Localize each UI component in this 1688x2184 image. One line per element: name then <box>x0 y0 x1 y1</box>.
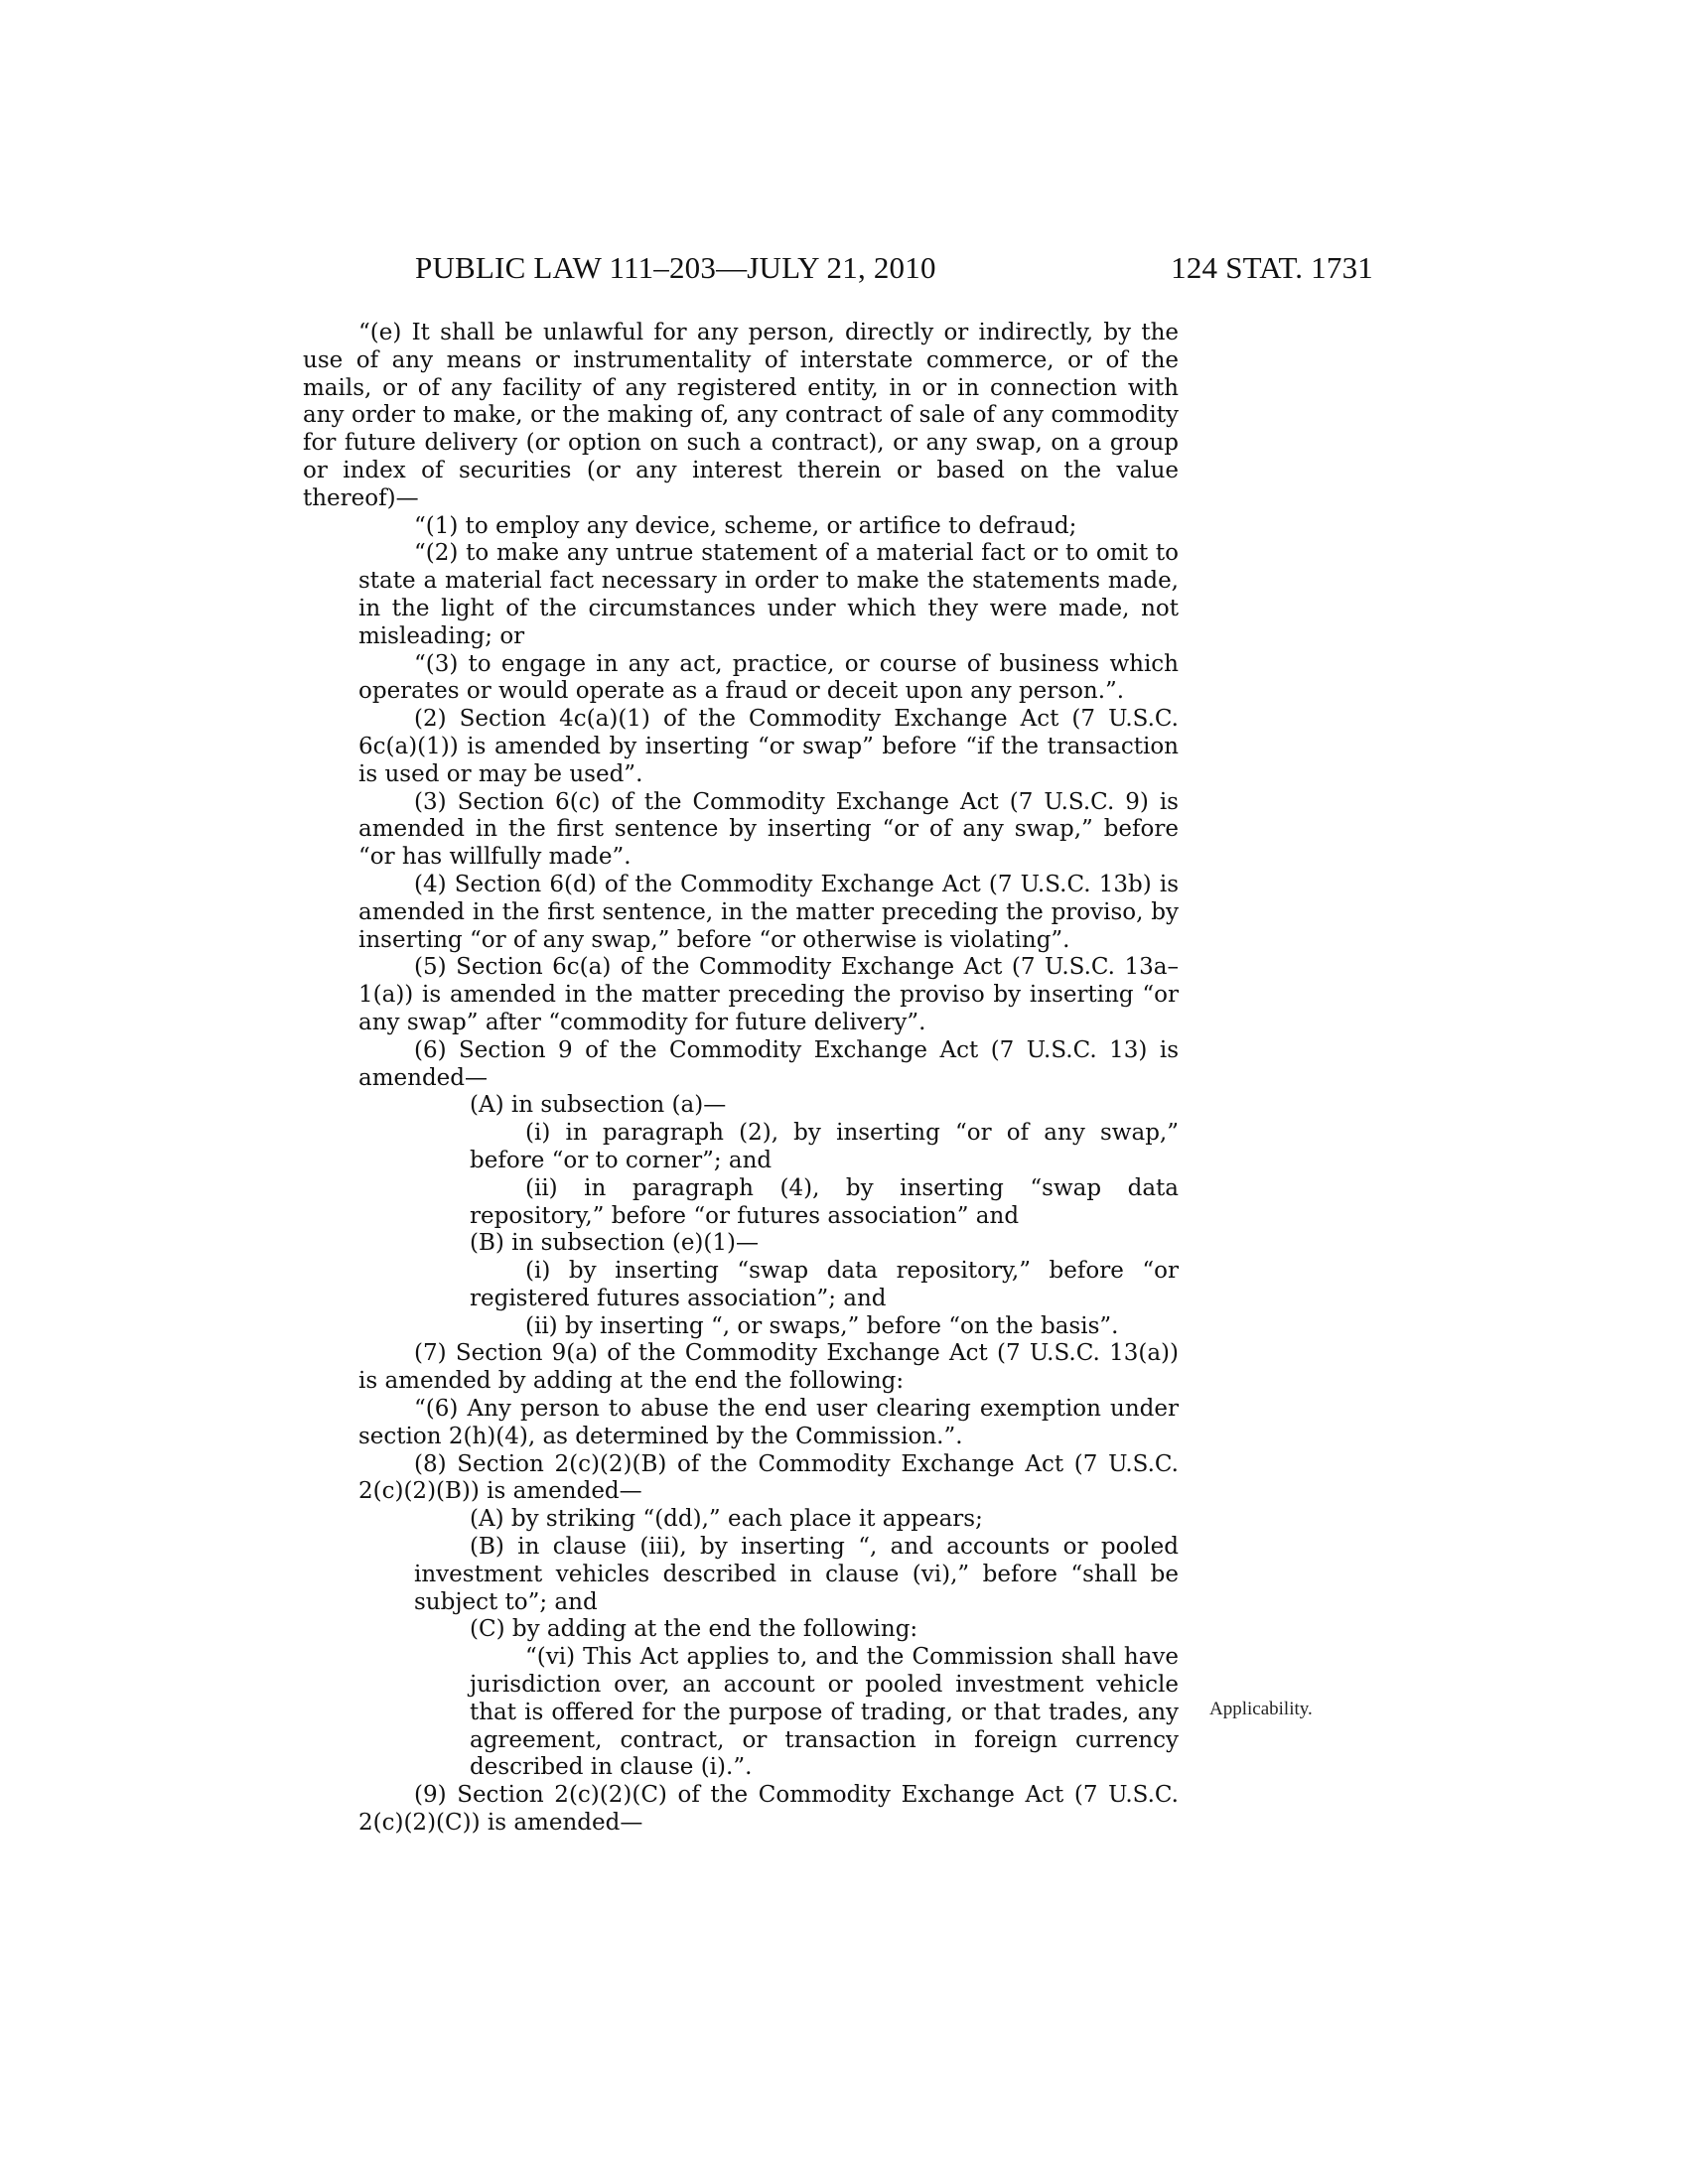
paragraph-e-3: “(3) to engage in any act, practice, or course of business which operates or would operate as a fraud or deceit upon any person.”. <box>358 650 1179 705</box>
paragraph-6-B-ii: (ii) by inserting “, or swaps,” before “on the basis”. <box>525 1312 1119 1339</box>
paragraph-e-1: “(1) to employ any device, scheme, or artifice to defraud; <box>414 512 1077 539</box>
header-public-law: PUBLIC LAW 111–203—JULY 21, 2010 <box>415 250 936 285</box>
statute-body <box>303 320 1179 1838</box>
paragraph-8-A: (A) by striking “(dd),” each place it appears; <box>470 1506 983 1533</box>
header-stat-page: 124 STAT. 1731 <box>1171 250 1373 285</box>
paragraph-7-6: “(6) Any person to abuse the end user clearing exemption under section 2(h)(4), as determined by the Commission.”. <box>358 1396 1179 1449</box>
paragraph-8-C-vi: “(vi) This Act applies to, and the Commission shall have jurisdiction over, an account or pooled investment vehicle that is offered for the purpose of trading, or that trades, any agreement, contract, or transaction in foreign currency described in clause (i).”. <box>470 1644 1179 1781</box>
paragraph-6: (6) Section 9 of the Commodity Exchange Act (7 U.S.C. 13) is amended— <box>358 1036 1179 1091</box>
margin-note: Applicability. <box>1209 1699 1313 1719</box>
paragraph-9: (9) Section 2(c)(2)(C) of the Commodity Exchange Act (7 U.S.C. 2(c)(2)(C)) is amended— <box>358 1782 1179 1837</box>
running-header <box>415 250 1373 290</box>
paragraph-6-A: (A) in subsection (a)— <box>470 1092 727 1119</box>
paragraph-3: (3) Section 6(c) of the Commodity Exchange Act (7 U.S.C. 9) is amended in the first sentence by inserting “or of any swap,” before “or has willfully made”. <box>358 788 1179 871</box>
paragraph-6-B: (B) in subsection (e)(1)— <box>470 1230 759 1257</box>
paragraph-e-2: “(2) to make any untrue statement of a material fact or to omit to state a material fact necessary in order to make the statements made, in the light of the circumstances under which they were made, not misleading; or <box>358 540 1179 649</box>
paragraph-4: (4) Section 6(d) of the Commodity Exchange Act (7 U.S.C. 13b) is amended in the first sentence, in the matter preceding the proviso, by inserting “or of any swap,” before “or otherwise is violating”. <box>358 871 1179 953</box>
paragraph-7: (7) Section 9(a) of the Commodity Exchange Act (7 U.S.C. 13(a)) is amended by adding at the end the following: <box>358 1340 1179 1395</box>
paragraph-8-B: (B) in clause (iii), by inserting “, and accounts or pooled investment vehicles described in clause (vi),” before “shall be subject to”; and <box>414 1534 1179 1615</box>
paragraph-5: (5) Section 6c(a) of the Commodity Exchange Act (7 U.S.C. 13a–1(a)) is amended in the matter preceding the proviso by inserting “or any swap” after “commodity for future delivery”. <box>358 954 1179 1035</box>
paragraph-6-A-ii: (ii) in paragraph (4), by inserting “swap data repository,” before “or futures association” and <box>470 1174 1179 1229</box>
paragraph-e: “(e) It shall be unlawful for any person, directly or indirectly, by the use of any means or instrumentality of interstate commerce, or of the mails, or of any facility of any registered entity, in or in connection with any order to make, or the making of, any contract of sale of any commodity for future delivery (or option on such a contract), or any swap, on a group or index of securities (or any interest therein or based on the value thereof)— <box>303 320 1179 511</box>
paragraph-6-A-i: (i) in paragraph (2), by inserting “or of any swap,” before “or to corner”; and <box>470 1120 1179 1173</box>
paragraph-2: (2) Section 4c(a)(1) of the Commodity Exchange Act (7 U.S.C. 6c(a)(1)) is amended by inserting “or swap” before “if the transaction is used or may be used”. <box>358 706 1179 787</box>
paragraph-6-B-i: (i) by inserting “swap data repository,” before “or registered futures association”; and <box>470 1258 1179 1311</box>
paragraph-8-C: (C) by adding at the end the following: <box>470 1616 918 1643</box>
paragraph-8: (8) Section 2(c)(2)(B) of the Commodity Exchange Act (7 U.S.C. 2(c)(2)(B)) is amended— <box>358 1450 1179 1505</box>
